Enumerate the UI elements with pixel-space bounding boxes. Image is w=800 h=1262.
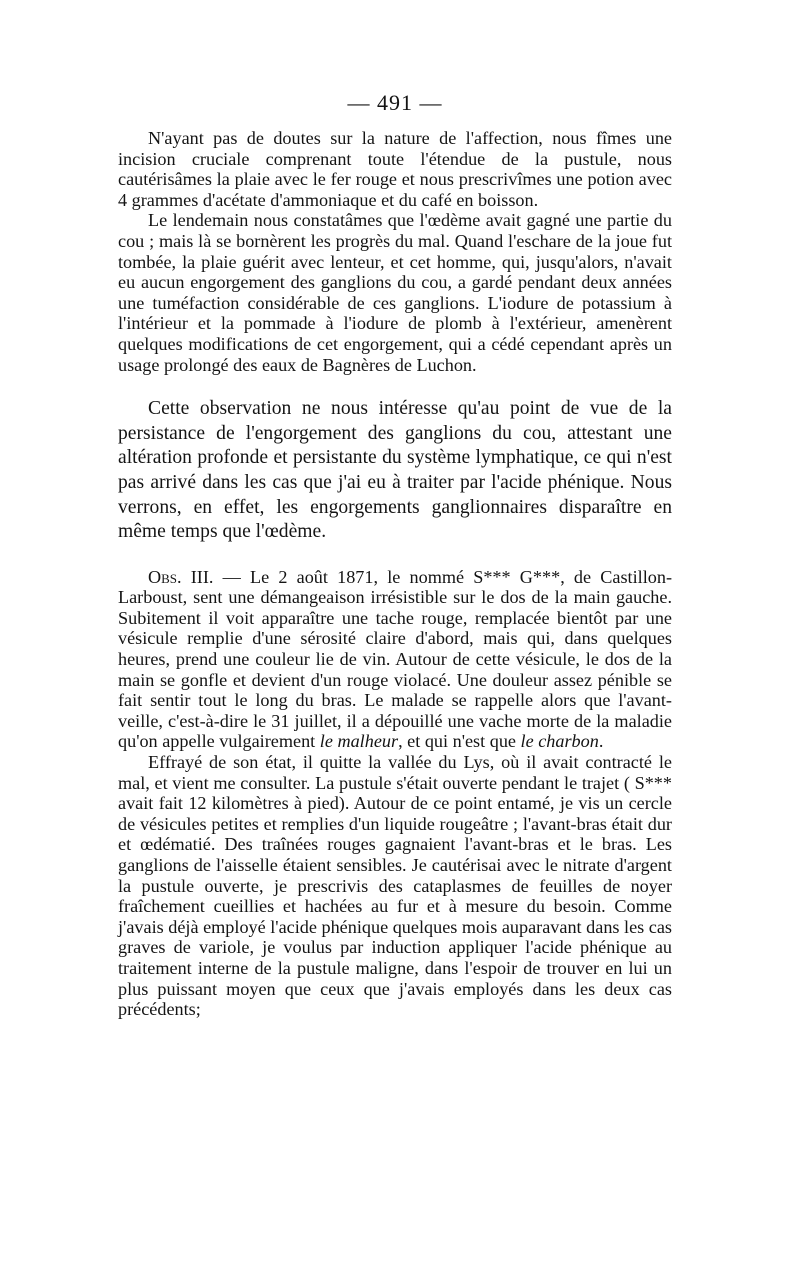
page — [118, 88, 672, 1020]
paragraph-1: N'ayant pas de doutes sur la nature de l'affection, nous fîmes une incision cruciale comprenant toute l'étendue de la pustule, nous cautérisâmes la plaie avec le fer rouge et nous prescrivîmes une potion avec 4 grammes d'acétate d'ammoniaque et du café en boisson. — [118, 128, 672, 210]
paragraph-obs-3 — [118, 567, 672, 752]
paragraph-5: Effrayé de son état, il quitte la vallée du Lys, où il avait contracté le mal, et vient me consulter. La pustule s'était ouverte pendant le trajet ( S*** avait fait 12 kilomètres à pied). Autour de ce point entamé, je vis un cercle de vésicules petites et remplies d'un liquide rougeâtre ; l'avant-bras était dur et œdématié. Des traînées rouges gagnaient l'avant-bras et le bras. Les ganglions de l'aisselle étaient sensibles. Je cautérisai avec le nitrate d'argent la pustule ouverte, je prescrivis des cataplasmes de feuilles de noyer fraîchement cueillies et hachées au fur et à mesure du besoin. Comme j'avais déjà employé l'acide phénique quelques mois auparavant dans les cas graves de variole, je voulus par induction appliquer l'acide phénique au traitement interne de la pustule maligne, dans l'espoir de trouver en lui un plus puissant moyen que ceux que j'avais employés dans les deux cas précédents; — [118, 752, 673, 1020]
paragraph-2: Le lendemain nous constatâmes que l'œdème avait gagné une partie du cou ; mais là se bornèrent les progrès du mal. Quand l'eschare de la joue fut tombée, la plaie guérit avec lenteur, et cet homme, qui, jusqu'alors, n'avait eu aucun engorgement des ganglions du cou, a gardé pendant deux années une tuméfaction considérable de ces ganglions. L'iodure de potassium à l'intérieur et la pommade à l'iodure de plomb à l'extérieur, amenèrent quelques modifications de cet engorgement, qui a cédé cependant après un usage prolongé des eaux de Bagnères de Luchon. — [118, 210, 672, 375]
observation-label: Obs. III. — [148, 566, 214, 587]
paragraph-3: Cette observation ne nous intéresse qu'au point de vue de la persistance de l'engorgement des ganglions du cou, attestant une altération profonde et persistante du système lymphatique, ce qui n'est pas arrivé dans les cas que j'ai eu à traiter par l'acide phénique. Nous verrons, en effet, les engorgements ganglionnaires disparaître en même temps que l'œdème. — [118, 398, 672, 543]
observation-italic-1: le malheur — [319, 731, 399, 752]
observation-italic-2: le charbon — [520, 731, 599, 752]
observation-text-3: . — [598, 731, 604, 752]
observation-text-2: , et qui n'est que — [398, 731, 521, 752]
observation-text-1: — Le 2 août 1871, le nommé S*** G***, de Castillon-Larboust, sent une démangeaison irrésistible sur le dos de la main gauche. Subitement il voit apparaître une tache rouge, remplacée bientôt par une vésicule remplie d'une sérosité claire d'abord, mais qui, dans quelques heures, prend une couleur lie de vin. Autour de cette vésicule, le dos de la main se gonfle et devient d'un rouge violacé. Une douleur assez pénible se fait sentir tout le long du bras. Le malade se rappelle alors que l'avant-veille, c'est-à-dire le 31 juillet, il a dépouillé une vache morte de la maladie qu'on appelle vulgairement — [118, 566, 673, 752]
page-number: — 491 — — [347, 90, 443, 115]
